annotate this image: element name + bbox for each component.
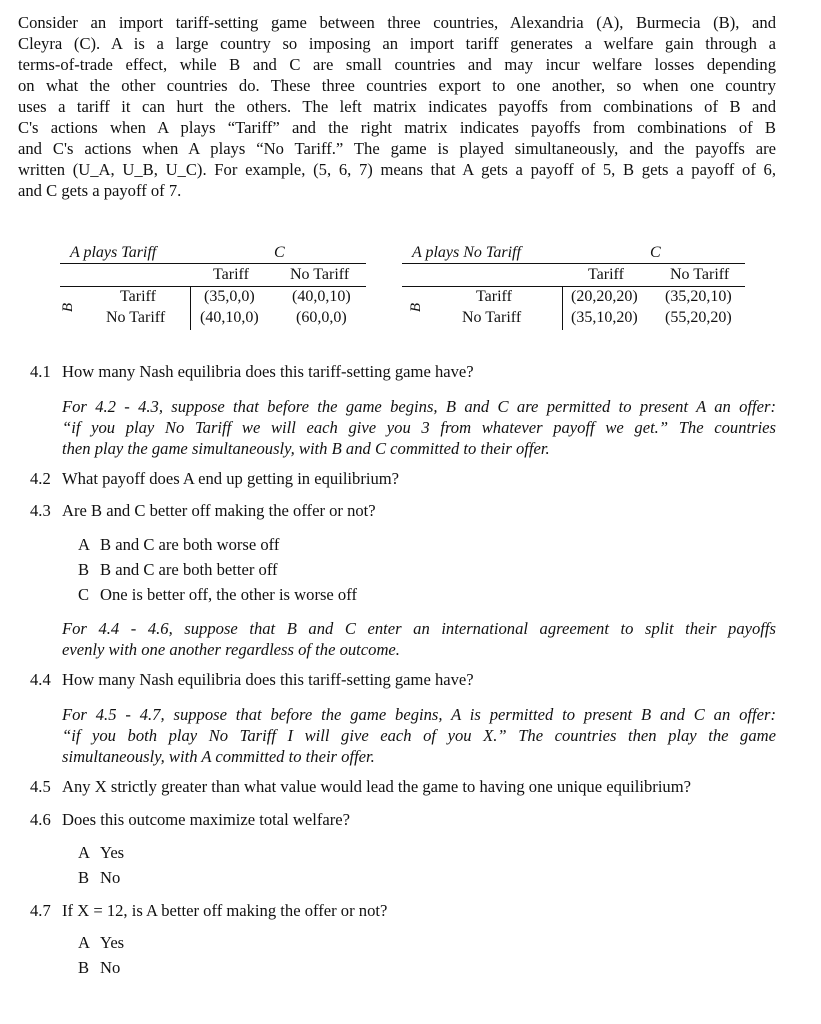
row-header: Tariff xyxy=(120,288,156,305)
intro-line: uses a tariff it can hurt the others. The left matrix indicates payoffs from combinations of B and xyxy=(18,97,776,116)
question-text: Are B and C better off making the offer or not? xyxy=(62,501,376,520)
col-divider xyxy=(562,286,563,330)
option-text: B and C are both better off xyxy=(100,560,278,579)
note-line: For 4.2 - 4.3, suppose that before the game begins, B and C are permitted to present A an offer: xyxy=(62,397,776,416)
matrix-caption: A plays No Tariff xyxy=(412,244,521,261)
intro-line: and C gets a payoff of 7. xyxy=(18,181,182,200)
col-header: No Tariff xyxy=(670,266,730,283)
question-number: 4.4 xyxy=(30,670,51,689)
question-number: 4.7 xyxy=(30,901,51,920)
note-4-2-to-4-3 xyxy=(62,396,776,459)
question-number: 4.1 xyxy=(30,362,51,381)
question-4-3 xyxy=(30,501,376,521)
matrix-no-tariff xyxy=(402,244,752,334)
option-text: Yes xyxy=(100,843,125,862)
note-line: “if you play No Tariff we will each give you 3 from whatever payoff we get.” The countries xyxy=(62,418,776,437)
payoff-matrices xyxy=(0,244,821,334)
intro-line: terms-of-trade effect, while B and C are small countries and may incur welfare losses depending xyxy=(18,55,776,74)
col-header: Tariff xyxy=(588,266,624,283)
row-header: No Tariff xyxy=(462,309,522,326)
option-text: B and C are both worse off xyxy=(100,535,280,554)
option-label: A xyxy=(78,843,90,862)
payoff-cell: (55,20,20) xyxy=(665,309,732,326)
question-text: Does this outcome maximize total welfare? xyxy=(62,810,350,829)
option-text: Yes xyxy=(100,933,125,952)
intro-line: Cleyra (C). A is a large country so imposing an import tariff generates a welfare gain through a xyxy=(18,34,776,53)
option-label: B xyxy=(78,958,90,977)
payoff-cell: (20,20,20) xyxy=(571,288,638,305)
note-line: For 4.4 - 4.6, suppose that B and C enter an international agreement to split their payoffs xyxy=(62,619,776,638)
row-player-label: B xyxy=(60,302,77,313)
question-text: If X = 12, is A better off making the offer or not? xyxy=(62,901,388,920)
note-line: evenly with one another regardless of the outcome. xyxy=(62,640,400,659)
col-player-label: C xyxy=(650,244,661,261)
row-player-label: B xyxy=(408,302,425,313)
payoff-cell: (35,10,20) xyxy=(571,309,638,326)
intro-line: and C's actions when A plays “No Tariff.” The game is played simultaneously, and the payoffs are xyxy=(18,139,776,158)
payoff-cell: (35,20,10) xyxy=(665,288,732,305)
question-4-5 xyxy=(30,777,691,797)
answer-option[interactable] xyxy=(78,535,279,555)
intro-line: C's actions when A plays “Tariff” and the right matrix indicates payoffs from combinations of B xyxy=(18,118,776,137)
matrix-caption: A plays Tariff xyxy=(70,244,157,261)
note-line: “if you both play No Tariff I will give each of you X.” The countries then play the game xyxy=(62,726,776,745)
row-header: Tariff xyxy=(476,288,512,305)
payoff-cell: (40,0,10) xyxy=(292,288,351,305)
question-text: Any X strictly greater than what value would lead the game to having one unique equilibrium? xyxy=(62,777,691,796)
intro-paragraph xyxy=(18,12,776,201)
note-line: then play the game simultaneously, with B and C committed to their offer. xyxy=(62,439,550,458)
option-text: One is better off, the other is worse off xyxy=(100,585,357,604)
note-4-5-to-4-7 xyxy=(62,704,776,767)
matrix-tariff xyxy=(60,244,370,334)
question-number: 4.6 xyxy=(30,810,51,829)
note-4-4-to-4-6 xyxy=(62,618,776,660)
col-header: No Tariff xyxy=(290,266,350,283)
intro-line: written (U_A, U_B, U_C). For example, (5, 6, 7) means that A gets a payoff of 5, B gets a payoff of 6, xyxy=(18,160,776,179)
top-rule xyxy=(402,263,745,264)
payoff-cell: (35,0,0) xyxy=(204,288,255,305)
question-text: What payoff does A end up getting in equilibrium? xyxy=(62,469,400,488)
question-number: 4.2 xyxy=(30,469,51,488)
answer-option[interactable] xyxy=(78,958,120,978)
row-header: No Tariff xyxy=(106,309,166,326)
question-number: 4.5 xyxy=(30,777,51,796)
question-4-6 xyxy=(30,810,350,830)
intro-line: on what the other countries do. These three countries export to one another, so when one country xyxy=(18,76,776,95)
top-rule xyxy=(60,263,366,264)
question-4-1 xyxy=(30,362,474,382)
intro-line: Consider an import tariff-setting game between three countries, Alexandria (A), Burmecia (B), and xyxy=(18,13,776,32)
answer-option[interactable] xyxy=(78,868,120,888)
header-rule xyxy=(402,286,745,287)
col-header: Tariff xyxy=(213,266,249,283)
question-text: How many Nash equilibria does this tariff-setting game have? xyxy=(62,670,474,689)
col-player-label: C xyxy=(274,244,285,261)
note-line: For 4.5 - 4.7, suppose that before the game begins, A is permitted to present B and C an offer: xyxy=(62,705,776,724)
answer-option[interactable] xyxy=(78,933,124,953)
col-divider xyxy=(190,286,191,330)
header-rule xyxy=(60,286,366,287)
question-text: How many Nash equilibria does this tariff-setting game have? xyxy=(62,362,474,381)
option-label: B xyxy=(78,560,90,579)
payoff-cell: (40,10,0) xyxy=(200,309,259,326)
option-label: C xyxy=(78,585,90,604)
answer-option[interactable] xyxy=(78,585,357,605)
question-4-2 xyxy=(30,469,399,489)
question-4-4 xyxy=(30,670,474,690)
payoff-cell: (60,0,0) xyxy=(296,309,347,326)
question-number: 4.3 xyxy=(30,501,51,520)
option-label: B xyxy=(78,868,90,887)
note-line: simultaneously, with A committed to their offer. xyxy=(62,747,375,766)
option-label: A xyxy=(78,535,90,554)
option-text: No xyxy=(100,958,121,977)
option-text: No xyxy=(100,868,121,887)
answer-option[interactable] xyxy=(78,843,124,863)
option-label: A xyxy=(78,933,90,952)
question-4-7 xyxy=(30,901,387,921)
answer-option[interactable] xyxy=(78,560,278,580)
